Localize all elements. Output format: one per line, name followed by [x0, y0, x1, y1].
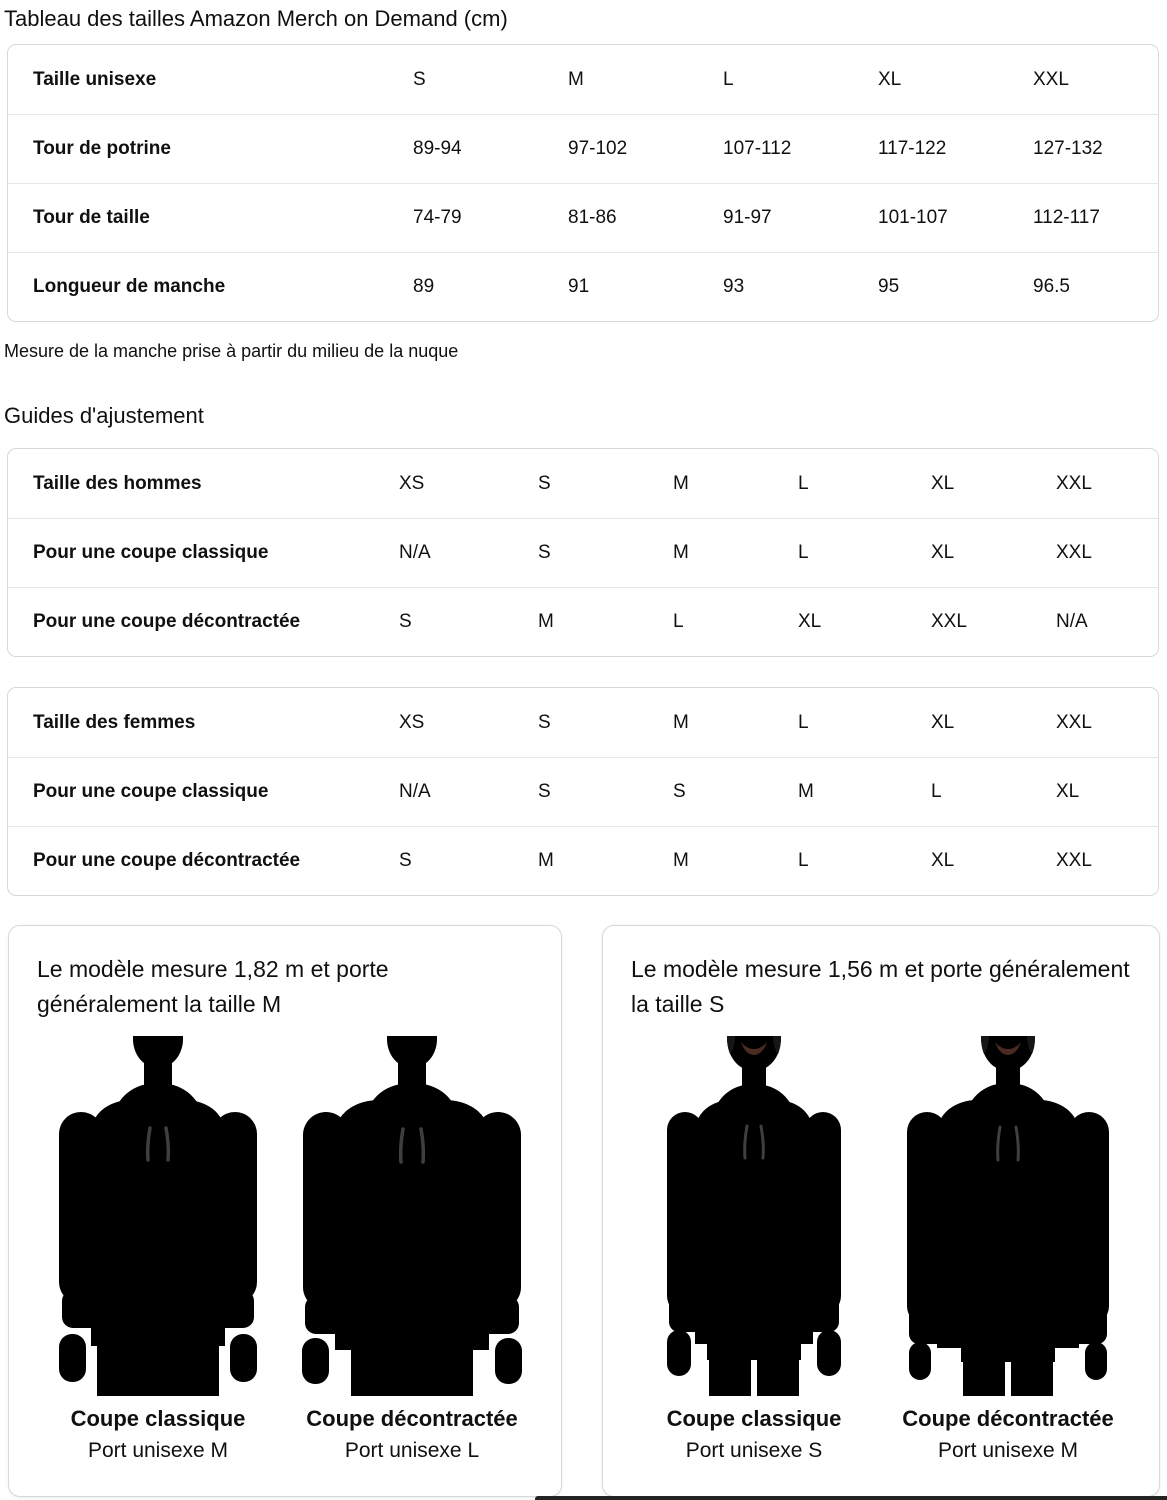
size-cell: N/A — [1056, 611, 1088, 632]
figures-row — [603, 1036, 1159, 1463]
size-cell: L — [798, 711, 809, 733]
row-label: Pour une coupe décontractée — [33, 611, 301, 632]
bottom-divider-bar — [535, 1496, 1167, 1500]
row-label: Taille des femmes — [33, 711, 196, 733]
size-cell: 117-122 — [878, 138, 947, 159]
fit-caption: Coupe classique — [70, 1406, 246, 1431]
size-cell: XL — [878, 68, 902, 90]
table-row — [8, 688, 1158, 757]
model-description: Le modèle mesure 1,82 m et porte généralement la taille M — [37, 956, 389, 1017]
model-description: Le modèle mesure 1,56 m et porte généralement la taille S — [631, 956, 1130, 1017]
row-label: Tour de potrine — [33, 138, 171, 159]
size-cell: M — [568, 68, 584, 90]
size-cell: N/A — [399, 542, 431, 563]
men-fit-table — [7, 448, 1159, 657]
size-cell: M — [538, 850, 554, 871]
size-cell: 127-132 — [1033, 138, 1103, 159]
size-cell: XS — [399, 711, 425, 733]
size-caption: Port unisexe M — [937, 1439, 1079, 1462]
size-cell: M — [673, 711, 689, 733]
women-model-card — [602, 925, 1160, 1497]
size-cell: XXL — [931, 611, 967, 632]
size-cell: 101-107 — [878, 207, 948, 228]
women-fit-table — [7, 687, 1159, 896]
size-cell: XL — [798, 611, 822, 632]
size-cell: 96.5 — [1033, 276, 1070, 297]
model-figure-classic — [629, 1036, 879, 1463]
size-cell: S — [538, 781, 551, 802]
model-photo-male-classic — [33, 1036, 283, 1396]
size-cell: L — [798, 850, 809, 871]
table-row — [8, 757, 1158, 826]
size-cell: L — [798, 542, 809, 563]
size-caption: Port unisexe L — [344, 1439, 480, 1462]
size-cell: 91 — [568, 276, 590, 297]
model-photo-female-relaxed — [883, 1036, 1133, 1396]
size-cell: 95 — [878, 276, 900, 297]
model-photo-male-relaxed — [287, 1036, 537, 1396]
row-label: Pour une coupe décontractée — [33, 850, 301, 871]
size-cell: XL — [931, 472, 955, 494]
size-cell: M — [798, 781, 814, 802]
size-cell: S — [399, 611, 412, 632]
table-row — [8, 587, 1158, 656]
size-cell: 112-117 — [1033, 207, 1100, 228]
size-cell: L — [723, 68, 734, 90]
fit-caption: Coupe décontractée — [306, 1406, 518, 1431]
table-row — [8, 826, 1158, 895]
size-cell: S — [538, 472, 551, 494]
table-row — [8, 518, 1158, 587]
row-label: Longueur de manche — [33, 276, 226, 297]
row-label: Taille unisexe — [33, 68, 157, 90]
table-row — [8, 45, 1158, 114]
size-cell: XXL — [1056, 850, 1092, 871]
row-label: Taille des hommes — [33, 472, 202, 494]
fit-guides-heading: Guides d'ajustement — [4, 403, 204, 428]
size-caption: Port unisexe M — [87, 1439, 229, 1462]
men-model-card — [8, 925, 562, 1497]
model-figure-classic — [33, 1036, 283, 1463]
table-row — [8, 252, 1158, 321]
size-cell: XXL — [1056, 472, 1092, 494]
size-cell: XXL — [1056, 542, 1092, 563]
size-cell: M — [673, 542, 689, 563]
size-cell: M — [673, 472, 689, 494]
table-row — [8, 114, 1158, 183]
size-cell: S — [399, 850, 412, 871]
unisex-size-table — [7, 44, 1159, 322]
size-cell: M — [538, 611, 554, 632]
fit-caption: Coupe décontractée — [902, 1406, 1114, 1431]
size-cell: XS — [399, 472, 425, 494]
size-cell: 81-86 — [568, 207, 617, 228]
size-cell: XL — [931, 542, 955, 563]
size-cell: XXL — [1033, 68, 1069, 90]
figures-row — [9, 1036, 561, 1463]
size-cell: XXL — [1056, 711, 1092, 733]
size-cell: 74-79 — [413, 207, 462, 228]
size-cell: S — [413, 68, 426, 90]
sleeve-note: Mesure de la manche prise à partir du milieu de la nuque — [4, 341, 459, 361]
size-cell: 97-102 — [568, 138, 628, 159]
model-figure-relaxed — [883, 1036, 1133, 1463]
size-cell: XL — [1056, 781, 1080, 802]
size-cell: XL — [931, 711, 955, 733]
size-cell: 89 — [413, 276, 435, 297]
size-cell: M — [673, 850, 689, 871]
size-caption: Port unisexe S — [685, 1439, 823, 1462]
table-row — [8, 183, 1158, 252]
size-cell: L — [798, 472, 809, 494]
size-cell: L — [931, 781, 942, 802]
row-label: Pour une coupe classique — [33, 542, 269, 563]
row-label: Tour de taille — [33, 207, 150, 228]
size-cell: XL — [931, 850, 955, 871]
size-cell: N/A — [399, 781, 431, 802]
size-cell: S — [538, 711, 551, 733]
size-cell: L — [673, 611, 684, 632]
model-photo-female-classic — [629, 1036, 879, 1396]
size-cell: 107-112 — [723, 138, 792, 159]
row-label: Pour une coupe classique — [33, 781, 269, 802]
size-cell: S — [673, 781, 686, 802]
size-cell: 89-94 — [413, 138, 462, 159]
table-row — [8, 449, 1158, 518]
fit-caption: Coupe classique — [666, 1406, 842, 1431]
page-title: Tableau des tailles Amazon Merch on Demand (cm) — [4, 6, 508, 31]
size-cell: S — [538, 542, 551, 563]
size-cell: 91-97 — [723, 207, 772, 228]
size-cell: 93 — [723, 276, 745, 297]
model-figure-relaxed — [287, 1036, 537, 1463]
